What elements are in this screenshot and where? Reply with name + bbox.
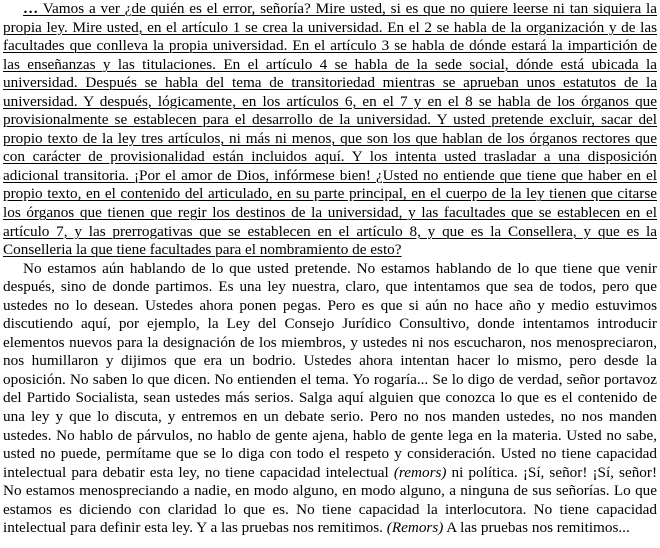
remark-remors-1: (remors) <box>393 463 447 481</box>
paragraph-1-lead-ellipsis: … <box>23 0 39 17</box>
paragraph-2-text-a: No estamos aún hablando de lo que usted pretende. No estamos hablando de lo que tiene que venir después, sino de donde partimos. Es una ley nuestra, claro, que intentamos que sea de todos, pero que ustedes no lo desean. Ustedes ahora ponen pegas. Pero es que si aún no hace año y medio estuvimos discutiendo aquí, por ejemplo, la Ley del Consejo Jurídico Consultivo, donde intentamos introducir elementos nuevos para la designación de los miembros, y ustedes ni nos escucharon, nos menospreciaron, nos humillaron y dijimos que era un bodrio. Ustedes ahora intentan hacer lo mismo, pero desde la oposición. No saben lo que dicen. No entienden el tema. Yo rogaría... Se lo digo de verdad, señor portavoz del Partido Socialista, sean ustedes más serios. Salga aquí alguien que conozca lo que es el contenido de una ley y que lo discuta, y entremos en un debate serio. Pero no nos manden ustedes, no nos manden ustedes. No hablo de párvulos, no hablo de gente ajena, hablo de gente lega en la materia. Usted no sabe, usted no puede, permítame que se lo diga con todo el respeto y consideración. Usted no tiene capacidad intelectual para debatir esta ley, no tiene capacidad intelectual <box>3 259 657 481</box>
paragraph-2 <box>3 260 657 538</box>
document-page <box>3 0 657 538</box>
paragraph-1-text: Vamos a ver ¿de quién es el error, señoría? Mire usted, si es que no quiere leerse ni tan siquiera la propia ley. Mire usted, en el artículo 1 se crea la universidad. En el 2 se habla de la organización y de las facultades que conlleva la propia universidad. En el artículo 3 se habla de dónde estará la impartición de las enseñanzas y las titulaciones. En el artículo 4 se habla de la sede social, dónde está ubicada la universidad. Después se habla del tema de transitoriedad mientras se aprueban unos estatutos de la universidad. Y después, lógicamente, en los artículos 6, en el 7 y en el 8 se habla de los órganos que provisionalmente se establecen para el desarrollo de la universidad. Y usted pretende excluir, sacar del propio texto de la ley tres artículos, ni más ni menos, que son los que hablan de los órganos rectores que con carácter de provisionalidad están incluidos aquí. Y los intenta usted trasladar a una disposición adicional transitoria. ¡Por el amor de Dios, infórmese bien! ¿Usted no entiende que tiene que haber en el propio texto, en el contenido del articulado, en su parte principal, en el cuerpo de la ley tienen que citarse los órganos que tienen que regir los destinos de la universidad, y las facultades que se establecen en el artículo 7, y las prerrogativas que se establecen en el artículo 8, y que es la Consellera, y que es la Conselleria la que tiene facultades para el nombramiento de esto? <box>3 0 657 259</box>
paragraph-2-text-b: ni política. ¡Sí, señor! ¡Sí, señor! No estamos menospreciando a nadie, en modo alguno, en modo alguno, a ninguna de sus señorías. Lo que estamos es diciendo con claridad lo que es. No tiene capacidad la interlocutora. No tiene capacidad intelectual para definir esta ley. Y a las pruebas nos remitimos. <box>3 463 658 537</box>
paragraph-1-underlined-text <box>3 0 657 258</box>
remark-remors-2: (Remors) <box>386 519 444 537</box>
paragraph-1 <box>3 0 657 260</box>
paragraph-2-text-c: A las pruebas nos remitimos... <box>443 519 630 537</box>
